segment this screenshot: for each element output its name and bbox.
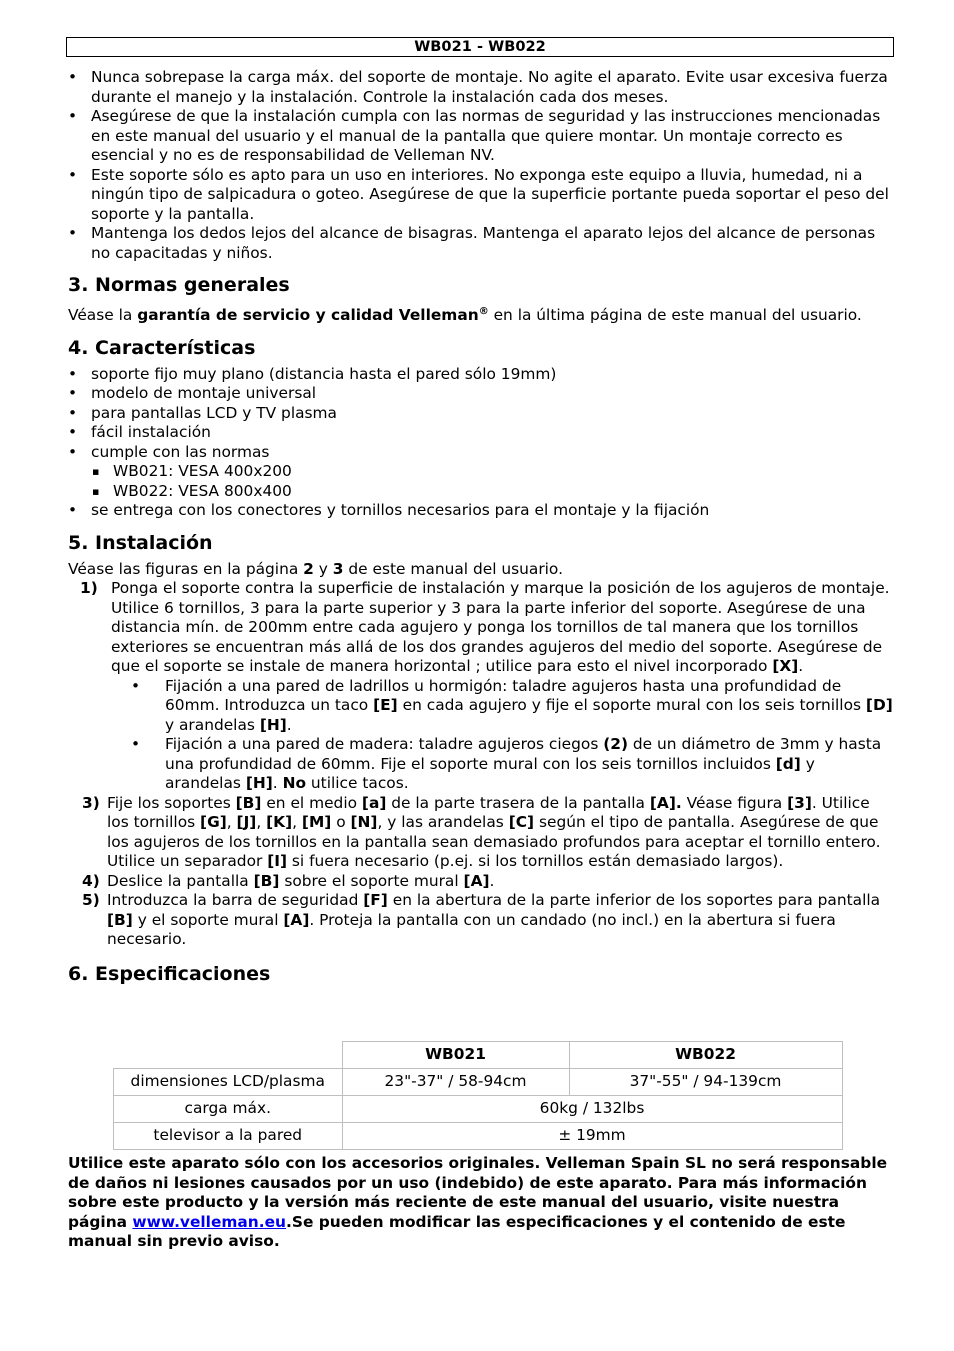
list-item: • se entrega con los conectores y tornillos necesarios para el montaje y la fijación xyxy=(68,501,894,521)
safety-list xyxy=(68,68,894,263)
ref-x: [X] xyxy=(772,657,799,676)
sub-text: utilice tacos. xyxy=(306,774,409,793)
sub-text: . xyxy=(272,774,283,793)
list-item: ▪ WB022: VESA 800x400 xyxy=(68,482,894,502)
step-text-part: según el tipo de pantalla. Asegúrese de que los agujeros de los tornillos en la pantalla sean demasiado profundos para aceptar el tornillo entero. Utilice un separador xyxy=(107,813,881,871)
spec-table xyxy=(113,1041,843,1150)
step-text-part: de la parte trasera de la pantalla xyxy=(386,793,650,812)
step-text xyxy=(107,872,894,892)
page-ref: 3 xyxy=(332,559,344,578)
ref-b: [B] xyxy=(107,910,133,929)
list-item: • soporte fijo muy plano (distancia hasta el pared sólo 19mm) xyxy=(68,365,894,385)
table-cell: 23"-37" / 58-94cm xyxy=(342,1069,569,1096)
section-heading-especificaciones: 6. Especificaciones xyxy=(68,962,271,985)
content xyxy=(68,68,894,986)
ref-e: [E] xyxy=(373,696,398,715)
step-text-a: Ponga el soporte contra la superficie de instalación y marque la posición de los agujeros de montaje. Utilice 6 tornillos, 3 para la parte superior y 3 para la parte inferior del soporte. Asegúrese de una distancia mín. de 200mm entre cada agujero y ponga los tornillos de tal manera que los tornillos exteriores se encuentran más allá de los dos grandes agujeros del medio del soporte. Asegúrese de que el soporte se instale de manera horizontal ; utilice para esto el nivel incorporado xyxy=(111,579,890,676)
sub-text: Fijación a una pared de madera: taladre agujeros ciegos xyxy=(165,735,604,754)
step-number: 4) xyxy=(82,871,100,890)
sub-text: y arandelas xyxy=(165,715,260,734)
step-number: 1) xyxy=(80,579,98,598)
ref-n: [N] xyxy=(350,813,378,832)
normas-text-a: Véase la xyxy=(68,306,138,325)
ref-i: [I] xyxy=(267,852,288,871)
features-list-end xyxy=(68,501,894,521)
ref-f: [F] xyxy=(363,891,388,910)
ref-a: [A] xyxy=(463,871,490,890)
footer-text: Utilice este aparato sólo con los accesorios originales. Velleman Spain SL no será responsable de daños ni lesiones causados por un uso (indebido) de este aparato. Para más información sobre este producto y la versión más reciente de este manual del usuario, visite nuestra página xyxy=(68,1154,888,1231)
ref-b: [B] xyxy=(253,871,280,890)
step-number: 5) xyxy=(82,891,100,910)
step-text-part: . Utilice los tornillos xyxy=(107,793,870,832)
ref-figure-3: [3] xyxy=(787,793,812,812)
step-text-part: en la abertura de la parte inferior de los soportes para pantalla xyxy=(387,891,881,910)
ref-d: [D] xyxy=(865,696,893,715)
table-row xyxy=(114,1123,843,1150)
ref-h: [H] xyxy=(245,774,273,793)
column-header-wb021: WB021 xyxy=(342,1042,569,1069)
ref-a-lower: [a] xyxy=(361,793,387,812)
step-1 xyxy=(68,579,894,677)
list-item: • Nunca sobrepase la carga máx. del soporte de montaje. No agite el aparato. Evite usar excesiva fuerza durante el manejo y la instalación. Controle la instalación cada dos meses. xyxy=(68,68,894,107)
step-text-part: y el soporte mural xyxy=(132,910,284,929)
table-cell: ± 19mm xyxy=(342,1123,842,1150)
row-label: televisor a la pared xyxy=(114,1123,343,1150)
list-item: • cumple con las normas xyxy=(68,443,894,463)
step-text-part: . xyxy=(489,871,495,890)
column-header-wb022: WB022 xyxy=(569,1042,842,1069)
list-item: • Este soporte sólo es apto para un uso en interiores. No exponga este equipo a lluvia, humedad, ni a ningún tipo de salpicadura o goteo. Asegúrese de que la superficie portante pueda soportar el peso del soporte y la pantalla. xyxy=(68,166,894,225)
ref-d: [d] xyxy=(775,754,801,773)
normas-text xyxy=(68,302,894,326)
list-item xyxy=(68,735,894,794)
standards-list xyxy=(68,462,894,501)
step-text-part: Véase figura xyxy=(681,793,788,812)
list-item: • fácil instalación xyxy=(68,423,894,443)
ref-a: [A]. xyxy=(649,793,682,812)
step-text xyxy=(107,794,894,872)
install-intro xyxy=(68,560,894,580)
step-text-end: . xyxy=(798,657,804,676)
ref-g: [G] xyxy=(200,813,227,832)
ref-h: [H] xyxy=(259,715,287,734)
step-text-part: , xyxy=(292,813,302,832)
sub-text: y arandelas xyxy=(165,754,815,793)
step-1-substeps xyxy=(68,677,894,794)
step-text-part: . Proteja la pantalla con un candado (no incl.) en la abertura si fuera necesario. xyxy=(107,910,836,949)
sub-text: . xyxy=(286,715,292,734)
registered-mark: ® xyxy=(478,306,489,317)
step-text-part: , y las arandelas xyxy=(377,813,509,832)
table-cell: 37"-55" / 94-139cm xyxy=(569,1069,842,1096)
intro-text: Véase las figuras en la página xyxy=(68,559,304,578)
section-heading-caracteristicas: 4. Características xyxy=(68,336,256,359)
list-item: • Mantenga los dedos lejos del alcance de bisagras. Mantenga el aparato lejos del alcance de personas no capacitadas y niños. xyxy=(68,224,894,263)
row-label: carga máx. xyxy=(114,1096,343,1123)
list-item: ▪ WB021: VESA 400x200 xyxy=(68,462,894,482)
normas-text-b: en la última página de este manual del usuario. xyxy=(488,306,862,325)
step-text xyxy=(107,891,894,950)
step-text-part: si fuera necesario (p.ej. si los tornillos están demasiado largos). xyxy=(287,852,784,871)
footer-text: .Se pueden modificar las especificaciones y el contenido de este manual sin previo aviso. xyxy=(68,1212,846,1250)
sub-text: en cada agujero y fije el soporte mural con los seis tornillos xyxy=(397,696,866,715)
step-3 xyxy=(68,794,894,872)
ref-k: [K] xyxy=(266,813,293,832)
page-ref: 2 xyxy=(303,559,314,578)
list-item: • modelo de montaje universal xyxy=(68,384,894,404)
step-text xyxy=(105,579,894,677)
step-text-part: Deslice la pantalla xyxy=(107,871,254,890)
intro-text: y xyxy=(313,559,333,578)
step-4 xyxy=(68,872,894,892)
list-item: • Asegúrese de que la instalación cumpla con las normas de seguridad y las instrucciones mencionadas en este manual del usuario y el manual de la pantalla que quiere montar. Un montaje correcto es esencial y no es de responsabilidad de Velleman NV. xyxy=(68,107,894,166)
step-5 xyxy=(68,891,894,950)
list-item: • para pantallas LCD y TV plasma xyxy=(68,404,894,424)
ref-m: [M] xyxy=(301,813,332,832)
sub-text: Fijación a una pared de ladrillos u hormigón: taladre agujeros hasta una profundidad de 60mm. Introduzca un taco xyxy=(165,676,842,715)
step-text-part: , xyxy=(226,813,237,832)
table-row xyxy=(114,1069,843,1096)
footer-notice xyxy=(68,1154,894,1252)
table-row xyxy=(114,1096,843,1123)
sub-text: de un diámetro de 3mm y hasta una profundidad de 60mm. Fije el soporte mural con los seis tornillos incluidos xyxy=(165,735,882,773)
ref-b: [B] xyxy=(235,793,262,812)
ref-2: (2) xyxy=(603,735,629,754)
install-steps xyxy=(68,579,894,950)
row-label: dimensiones LCD/plasma xyxy=(114,1069,343,1096)
intro-text: de este manual del usuario. xyxy=(343,559,563,578)
velleman-link[interactable]: www.velleman.eu xyxy=(132,1212,287,1231)
table-row xyxy=(114,1042,843,1069)
ref-j: [J] xyxy=(236,813,257,832)
step-text-part: Fije los soportes xyxy=(107,793,236,812)
table-cell: 60kg / 132lbs xyxy=(342,1096,842,1123)
page-header: WB021 - WB022 xyxy=(66,37,894,57)
section-heading-instalacion: 5. Instalación xyxy=(68,531,213,554)
section-heading-normas: 3. Normas generales xyxy=(68,274,290,296)
step-number: 3) xyxy=(82,793,100,812)
emphasis-no: No xyxy=(282,774,307,793)
step-text-part: en el medio xyxy=(261,793,362,812)
ref-a: [A] xyxy=(283,910,310,929)
table-corner xyxy=(114,1042,343,1069)
step-text-part: sobre el soporte mural xyxy=(279,871,464,890)
step-text-part: , xyxy=(256,813,267,832)
ref-c: [C] xyxy=(508,813,535,832)
features-list xyxy=(68,365,894,463)
step-text-part: o xyxy=(331,813,351,832)
list-item xyxy=(68,677,894,736)
warranty-title: garantía de servicio y calidad Velleman xyxy=(137,306,479,325)
step-text-part: Introduzca la barra de seguridad xyxy=(107,891,364,910)
